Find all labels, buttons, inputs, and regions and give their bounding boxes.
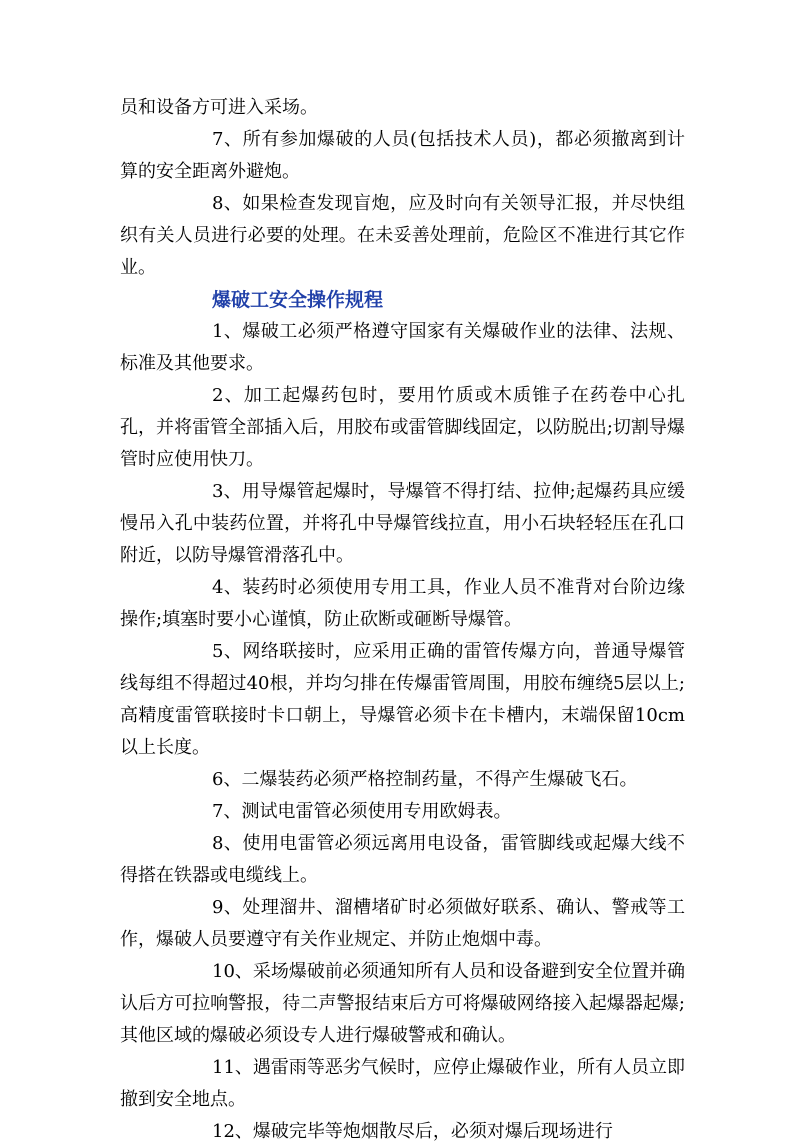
rule-item-1: 1、爆破工必须严格遵守国家有关爆破作业的法律、法规、标准及其他要求。: [120, 321, 685, 374]
rule-item-3: 3、用导爆管起爆时，导爆管不得打结、拉伸;起爆药具应缓慢吊入孔中装药位置，并将孔中导爆管线拉直，用小石块轻轻压在孔口附近，以防导爆管滑落孔中。: [120, 481, 685, 566]
rule-item-11: 11、遇雷雨等恶劣气候时，应停止爆破作业，所有人员立即撤到安全地点。: [120, 1057, 685, 1110]
rule-item-2: 2、加工起爆药包时，要用竹质或木质锥子在药卷中心扎孔，并将雷管全部插入后，用胶布或雷管脚线固定，以防脱出;切割导爆管时应使用快刀。: [120, 385, 685, 470]
paragraph-item-8: 8、如果检查发现盲炮，应及时向有关领导汇报，并尽快组织有关人员进行必要的处理。在未妥善处理前，危险区不准进行其它作业。: [120, 193, 685, 278]
rule-item-8: 8、使用电雷管必须远离用电设备，雷管脚线或起爆大线不得搭在铁器或电缆线上。: [120, 833, 685, 886]
rule-item-5: 5、网络联接时，应采用正确的雷管传爆方向，普通导爆管线每组不得超过40根，并均匀排在传爆雷管周围，用胶布缠绕5层以上;高精度雷管联接时卡口朝上，导爆管必须卡在卡槽内，末端保留10cm以上长度。: [120, 641, 685, 758]
rule-item-12: 12、爆破完毕等炮烟散尽后，必须对爆后现场进行: [212, 1121, 613, 1142]
continued-paragraph: 员和设备方可进入采场。: [120, 97, 318, 118]
document-body: [120, 92, 685, 1148]
rule-item-4: 4、装药时必须使用专用工具，作业人员不准背对台阶边缘操作;填塞时要小心谨慎，防止砍断或砸断导爆管。: [120, 577, 685, 630]
rule-item-7: 7、测试电雷管必须使用专用欧姆表。: [212, 801, 512, 822]
section-heading: 爆破工安全操作规程: [212, 289, 384, 311]
rule-item-6: 6、二爆装药必须严格控制药量，不得产生爆破飞石。: [212, 769, 638, 790]
rule-item-10: 10、采场爆破前必须通知所有人员和设备避到安全位置并确认后方可拉响警报，待二声警报结束后方可将爆破网络接入起爆器起爆;其他区域的爆破必须设专人进行爆破警戒和确认。: [120, 961, 685, 1046]
paragraph-item-7: 7、所有参加爆破的人员(包括技术人员)，都必须撤离到计算的安全距离外避炮。: [120, 129, 685, 182]
rule-item-9: 9、处理溜井、溜槽堵矿时必须做好联系、确认、警戒等工作，爆破人员要遵守有关作业规定、并防止炮烟中毒。: [120, 897, 685, 950]
